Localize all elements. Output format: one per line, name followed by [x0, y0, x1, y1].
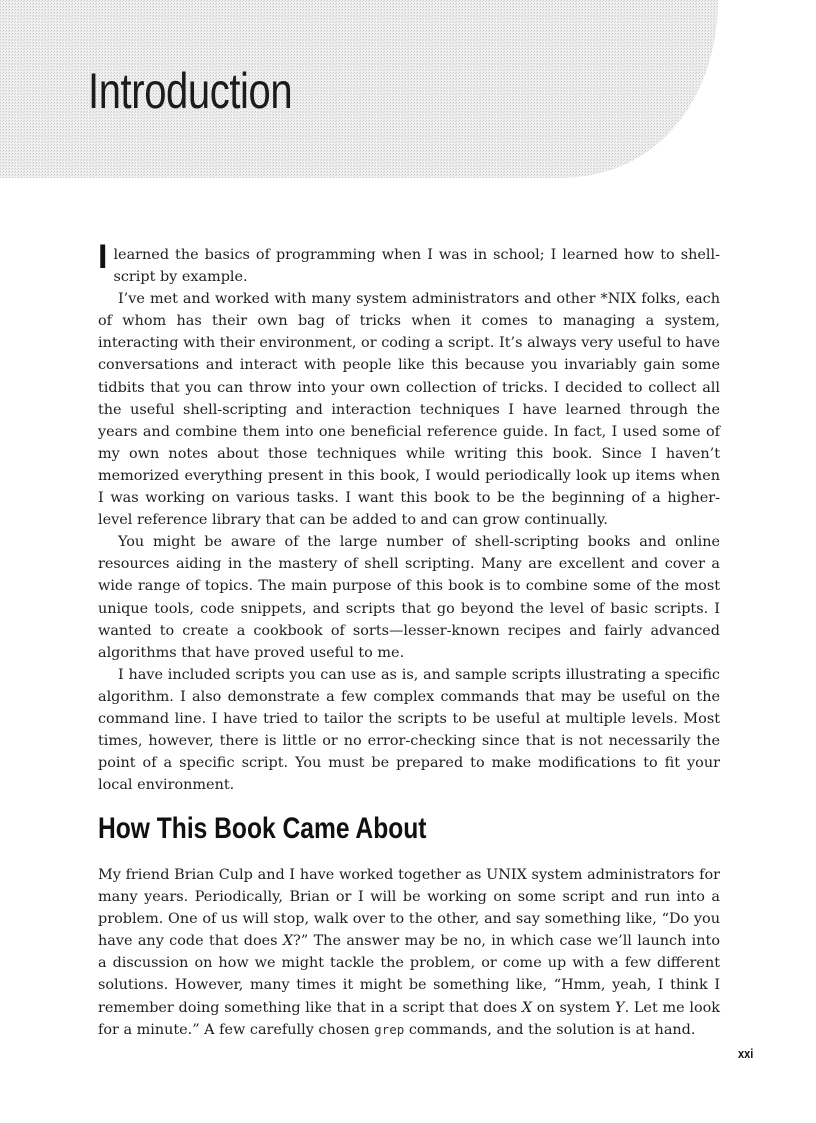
- drop-cap: I: [98, 238, 108, 276]
- italic-x: X: [282, 933, 294, 950]
- intro-paragraph-1: Ilearned the basics of programming when I was in school; I learned how to shell-script by example.: [98, 238, 720, 286]
- section-body: [98, 864, 720, 1041]
- page-number: xxi: [738, 1046, 754, 1061]
- italic-x: X: [521, 999, 533, 1016]
- chapter-title: Introduction: [88, 63, 293, 119]
- italic-y: Y: [615, 999, 625, 1016]
- section-paragraph: My friend Brian Culp and I have worked together as UNIX system administrators for many years. Periodically, Brian or I will be working on some script and run into a problem. One of us will stop, walk over to the other, and say something like, “Do you have any code that does X?” The answer may be no, in which case we’ll launch into a discussion on how we might tackle the problem, or come up with a few different solutions. However, many times it might be something like, “Hmm, yeah, I think I remember doing something like that in a script that does X on system Y. Let me look for a minute.” A few carefully chosen grep commands, and the solution is at hand.: [98, 867, 720, 1038]
- section-heading: How This Book Came About: [98, 812, 427, 845]
- intro-paragraph-3: You might be aware of the large number of shell-scripting books and online resources aiding in the mastery of shell scripting. Many are excellent and cover a wide range of topics. The main purpose of this book is to combine some of the most unique tools, code snippets, and scripts that go beyond the level of basic scripts. I wanted to create a cookbook of sorts—lesser-known recipes and fairly advanced algorithms that have proved useful to me.: [98, 534, 720, 661]
- intro-paragraph-4: I have included scripts you can use as is, and sample scripts illustrating a specific algorithm. I also demonstrate a few complex commands that may be useful on the command line. I have tried to tailor the scripts to be useful at multiple levels. Most times, however, there is little or no error-checking since that is not necessarily the point of a specific script. You must be prepared to make modifications to fit your local environment.: [98, 666, 720, 794]
- intro-paragraph-2: I’ve met and worked with many system administrators and other *NIX folks, each of whom has their own bag of tricks when it comes to managing a system, interacting with their environment, or coding a script. It’s always very useful to have conversations and interact with people like this because you invariably gain some tidbits that you can throw into your own collection of tricks. I decided to collect all the useful shell-scripting and interaction techniques I have learned through the years and combine them into one beneficial reference guide. In fact, I used some of my own notes about those techniques while writing this book. Since I haven’t memorized everything present in this book, I would periodically look up items when I was working on various tasks. I want this book to be the beginning of a higher-level reference library that can be added to and can grow continually.: [98, 291, 720, 529]
- code-grep: grep: [374, 1021, 405, 1037]
- intro-body: [98, 238, 720, 796]
